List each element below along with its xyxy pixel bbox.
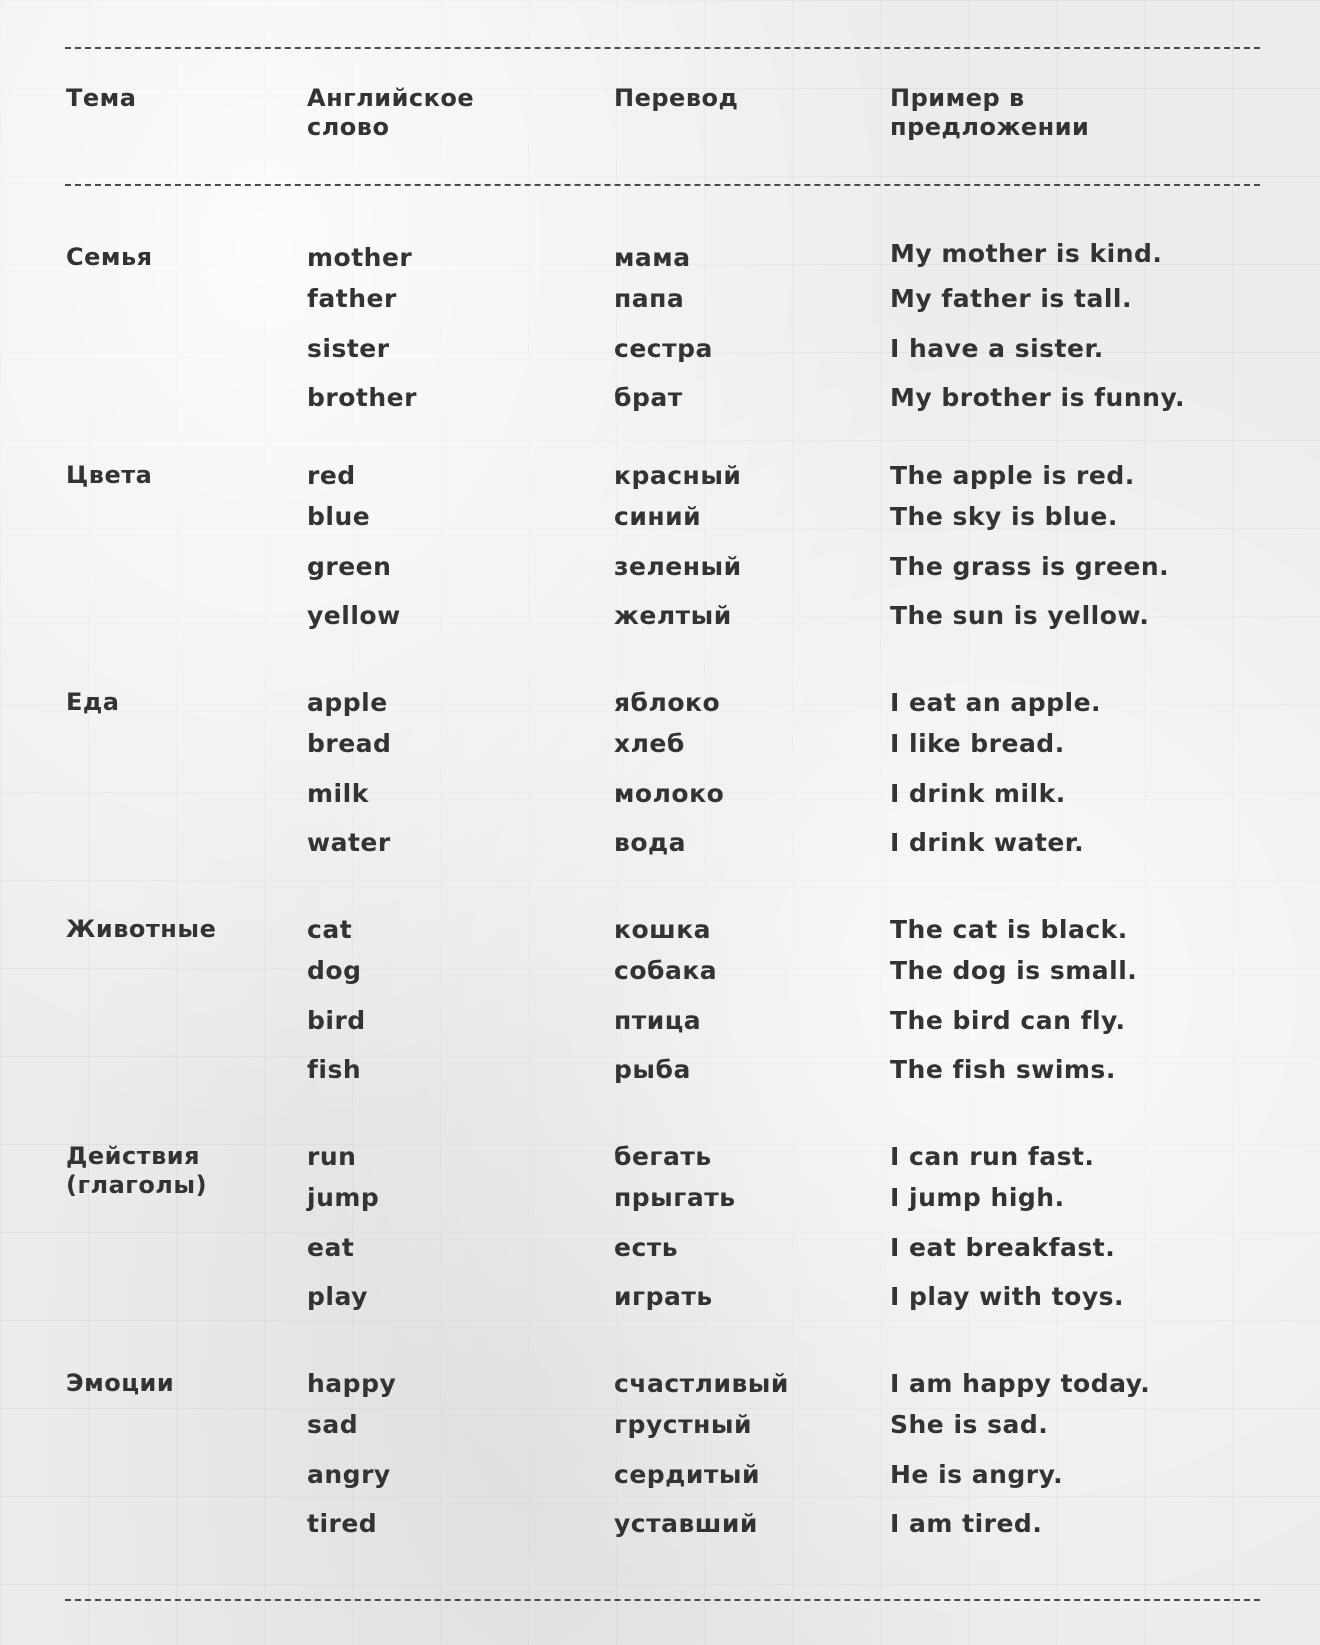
table-row <box>0 601 1320 637</box>
table-row <box>0 1460 1320 1496</box>
english-word: sad <box>307 1410 359 1439</box>
topic-label: Еда <box>66 688 120 716</box>
table-row <box>0 1410 1320 1446</box>
header-example: Пример в предложении <box>890 84 1090 141</box>
translation: счастливый <box>614 1369 789 1398</box>
example-sentence: My brother is funny. <box>890 383 1185 412</box>
table-row <box>0 552 1320 588</box>
translation: синий <box>614 502 702 531</box>
translation: собака <box>614 956 718 985</box>
table-row <box>0 239 1320 279</box>
translation: брат <box>614 383 683 412</box>
english-word: play <box>307 1282 368 1311</box>
header-english-word: Английское слово <box>307 84 475 141</box>
example-sentence: The fish swims. <box>890 1055 1116 1084</box>
english-word: red <box>307 461 356 490</box>
example-sentence: She is sad. <box>890 1410 1049 1439</box>
english-word: tired <box>307 1509 378 1538</box>
table-row <box>0 1055 1320 1091</box>
translation: грустный <box>614 1410 752 1439</box>
example-sentence: The dog is small. <box>890 956 1138 985</box>
table-row <box>0 1282 1320 1318</box>
table-row <box>0 502 1320 538</box>
table-row <box>0 334 1320 370</box>
translation: папа <box>614 284 685 313</box>
table-row <box>0 1369 1320 1405</box>
table-row <box>0 461 1320 497</box>
table-row <box>0 1142 1320 1178</box>
table-row <box>0 915 1320 951</box>
english-word: blue <box>307 502 371 531</box>
table-row <box>0 383 1320 419</box>
header-topic: Тема <box>66 84 137 112</box>
topic-group <box>0 688 1320 888</box>
example-sentence: I drink water. <box>890 828 1085 857</box>
english-word: milk <box>307 779 369 808</box>
table-row <box>0 956 1320 992</box>
example-sentence: The cat is black. <box>890 915 1128 944</box>
translation: рыба <box>614 1055 691 1084</box>
translation: зеленый <box>614 552 742 581</box>
english-word: jump <box>307 1183 380 1212</box>
table-row <box>0 779 1320 815</box>
table-row <box>0 828 1320 864</box>
english-word: angry <box>307 1460 391 1489</box>
translation: играть <box>614 1282 713 1311</box>
table-row <box>0 1509 1320 1545</box>
english-word: mother <box>307 243 413 272</box>
table-row <box>0 284 1320 320</box>
translation: желтый <box>614 601 732 630</box>
english-word: eat <box>307 1233 355 1262</box>
english-word: water <box>307 828 391 857</box>
example-sentence: The sky is blue. <box>890 502 1118 531</box>
example-sentence: The grass is green. <box>890 552 1170 581</box>
english-word: cat <box>307 915 353 944</box>
example-sentence: I eat breakfast. <box>890 1233 1116 1262</box>
topic-label: Действия (глаголы) <box>66 1142 208 1199</box>
topic-label: Животные <box>66 915 217 943</box>
translation: красный <box>614 461 742 490</box>
translation: яблоко <box>614 688 721 717</box>
translation: есть <box>614 1233 679 1262</box>
english-word: green <box>307 552 392 581</box>
example-sentence: The apple is red. <box>890 461 1135 490</box>
english-word: happy <box>307 1369 397 1398</box>
example-sentence: I like bread. <box>890 729 1065 758</box>
table-row <box>0 1006 1320 1042</box>
translation: молоко <box>614 779 725 808</box>
table-row <box>0 688 1320 724</box>
example-sentence: My father is tall. <box>890 284 1132 313</box>
example-sentence: The sun is yellow. <box>890 601 1150 630</box>
example-sentence: I can run fast. <box>890 1142 1095 1171</box>
table-row <box>0 729 1320 765</box>
english-word: brother <box>307 383 417 412</box>
english-word: dog <box>307 956 362 985</box>
english-word: sister <box>307 334 390 363</box>
header-translation: Перевод <box>614 84 739 112</box>
english-word: fish <box>307 1055 362 1084</box>
example-sentence: I jump high. <box>890 1183 1065 1212</box>
english-word: apple <box>307 688 388 717</box>
table-row <box>0 1183 1320 1219</box>
example-sentence: I am happy today. <box>890 1369 1151 1398</box>
example-sentence: I play with toys. <box>890 1282 1124 1311</box>
translation: сестра <box>614 334 713 363</box>
example-sentence: I have a sister. <box>890 334 1104 363</box>
example-sentence: He is angry. <box>890 1460 1064 1489</box>
translation: кошка <box>614 915 712 944</box>
translation: мама <box>614 243 691 272</box>
example-sentence: I am tired. <box>890 1509 1043 1538</box>
topic-label: Эмоции <box>66 1369 175 1397</box>
translation: птица <box>614 1006 702 1035</box>
english-word: bird <box>307 1006 366 1035</box>
example-sentence: My mother is kind. <box>890 239 1163 268</box>
topic-label: Семья <box>66 243 153 271</box>
topic-group <box>0 239 1320 443</box>
english-word: father <box>307 284 397 313</box>
top-dashed-divider <box>65 47 1260 49</box>
topic-group <box>0 915 1320 1115</box>
topic-group <box>0 461 1320 661</box>
table-row <box>0 1233 1320 1269</box>
topic-group <box>0 1369 1320 1569</box>
translation: хлеб <box>614 729 685 758</box>
example-sentence: I drink milk. <box>890 779 1066 808</box>
translation: бегать <box>614 1142 712 1171</box>
example-sentence: The bird can fly. <box>890 1006 1126 1035</box>
english-word: yellow <box>307 601 401 630</box>
english-word: run <box>307 1142 357 1171</box>
english-word: bread <box>307 729 392 758</box>
translation: вода <box>614 828 687 857</box>
topic-group <box>0 1142 1320 1342</box>
example-sentence: I eat an apple. <box>890 688 1102 717</box>
topic-label: Цвета <box>66 461 153 489</box>
translation: уставший <box>614 1509 758 1538</box>
translation: сердитый <box>614 1460 760 1489</box>
translation: прыгать <box>614 1183 736 1212</box>
header-dashed-divider <box>65 184 1260 186</box>
bottom-dashed-divider <box>65 1599 1260 1601</box>
